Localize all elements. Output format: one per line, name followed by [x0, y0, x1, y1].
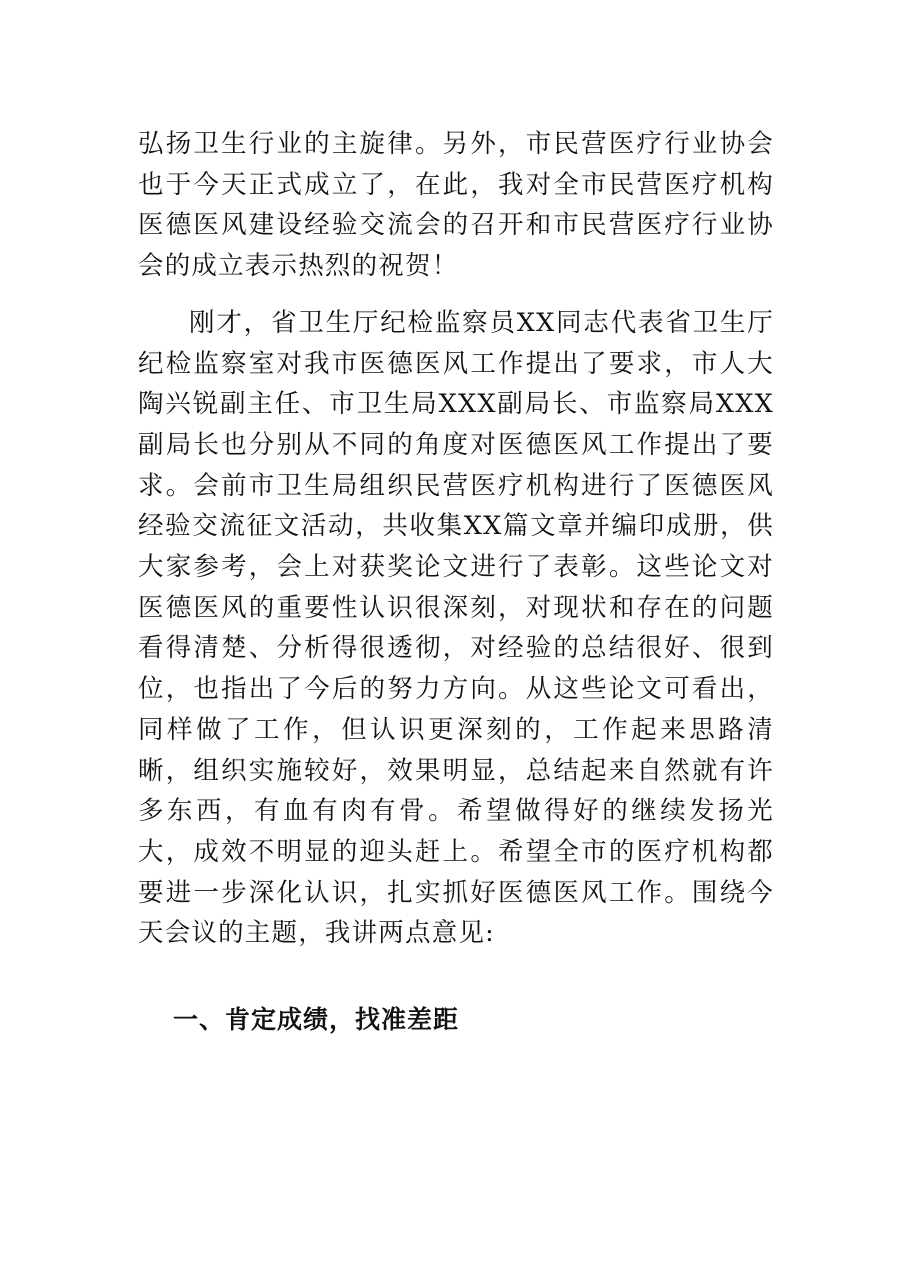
section-heading: 一、肯定成绩，找准差距	[173, 1005, 460, 1035]
document-body	[138, 124, 774, 1040]
paragraph-opening: 弘扬卫生行业的主旋律。另外，市民营医疗行业协会也于今天正式成立了，在此，我对全市民营医疗机构医德医风建设经验交流会的召开和市民营医疗行业协会的成立表示热烈的祝贺！	[138, 129, 774, 282]
paragraph-main: 刚才，省卫生厅纪检监察员XX同志代表省卫生厅纪检监察室对我市医德医风工作提出了要求，市人大陶兴锐副主任、市卫生局XXX副局长、市监察局XXX副局长也分别从不同的角度对医德医风工作提出了要求。会前市卫生局组织民营医疗机构进行了医德医风经验交流征文活动，共收集XX篇文章并编印成册，供大家参考，会上对获奖论文进行了表彰。这些论文对医德医风的重要性认识很深刻，对现状和存在的问题看得清楚、分析得很透彻，对经验的总结很好、很到位，也指出了今后的努力方向。从这些论文可看出，同样做了工作，但认识更深刻的，工作起来思路清晰，组织实施较好，效果明显，总结起来自然就有许多东西，有血有肉有骨。希望做得好的继续发扬光大，成效不明显的迎头赶上。希望全市的医疗机构都要进一步深化认识，扎实抓好医德医风工作。围绕今天会议的主题，我讲两点意见:	[138, 307, 774, 949]
